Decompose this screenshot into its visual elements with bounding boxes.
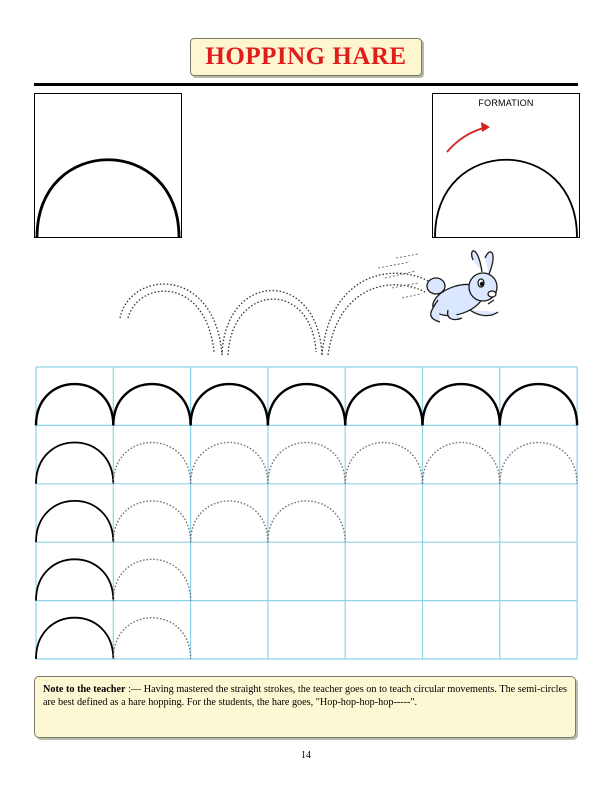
dotted-semicircle xyxy=(423,443,500,484)
dotted-semicircle xyxy=(268,501,345,542)
note-text: :— Having mastered the straight strokes, the teacher goes on to teach circular movements. The semi-circles are best defined as a hare hopping. For the students, the hare goes, "Hop-hop-hop-hop-----". xyxy=(43,684,568,708)
dotted-semicircle xyxy=(113,501,190,542)
dotted-semicircle xyxy=(191,443,268,484)
solid-semicircle xyxy=(268,384,345,425)
solid-semicircle xyxy=(500,384,577,425)
teacher-note xyxy=(34,676,576,738)
formation-label: FORMATION xyxy=(478,98,534,108)
solid-semicircle xyxy=(191,384,268,425)
solid-semicircle xyxy=(36,501,113,542)
solid-semicircle xyxy=(345,384,422,425)
dotted-semicircle xyxy=(191,501,268,542)
solid-semicircle xyxy=(36,443,113,484)
dotted-semicircle xyxy=(345,443,422,484)
dotted-semicircle xyxy=(500,443,577,484)
solid-semicircle xyxy=(113,384,190,425)
dotted-semicircle xyxy=(113,618,190,659)
solid-semicircle xyxy=(36,559,113,600)
dotted-semicircle xyxy=(113,443,190,484)
dotted-semicircle xyxy=(268,443,345,484)
page-title: HOPPING HARE xyxy=(205,43,407,70)
page-number: 14 xyxy=(301,750,311,761)
solid-semicircle xyxy=(423,384,500,425)
note-title: Note to the teacher xyxy=(43,684,126,695)
dotted-semicircle xyxy=(113,559,190,600)
solid-semicircle xyxy=(36,384,113,425)
solid-semicircle xyxy=(36,618,113,659)
